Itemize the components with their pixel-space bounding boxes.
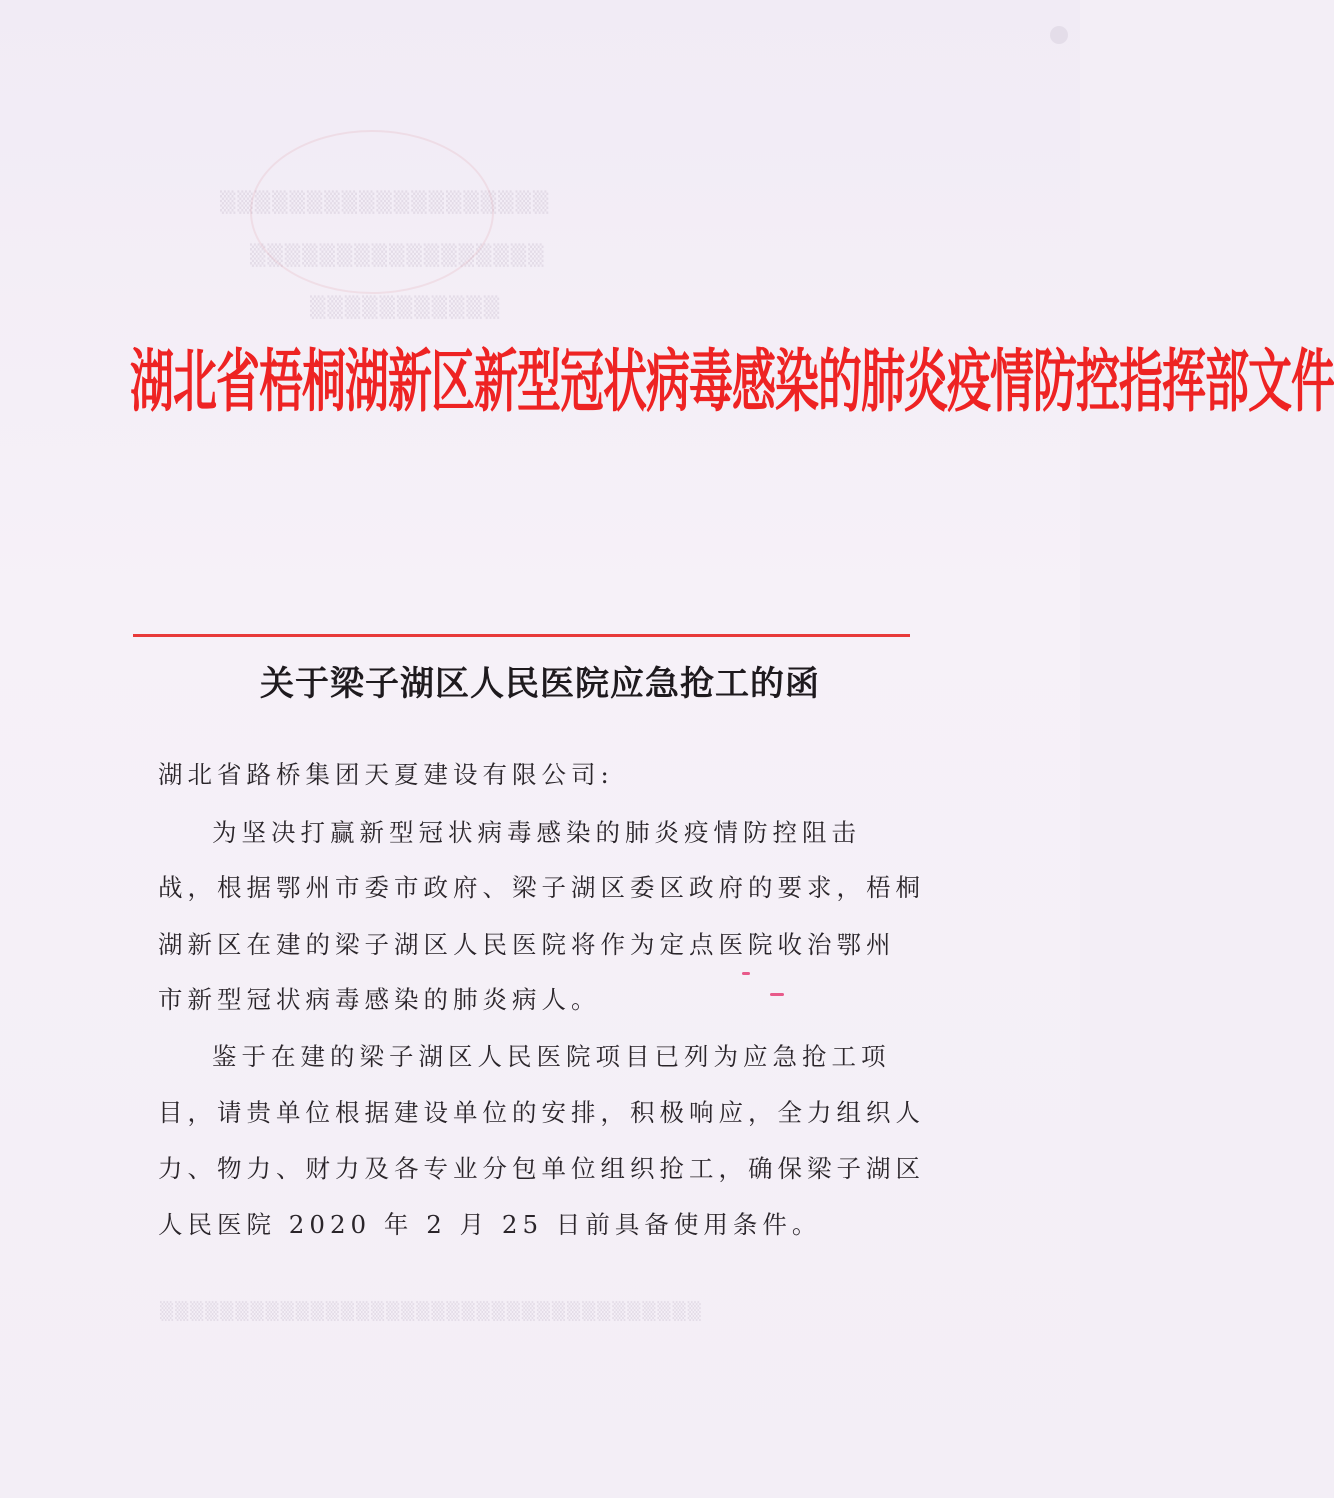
ink-speck: [742, 972, 750, 975]
paragraph-2-line: 鉴于在建的梁子湖区人民医院项目已列为应急抢工项: [212, 1042, 891, 1071]
paragraph-1-line: 湖新区在建的梁子湖区人民医院将作为定点医院收治鄂州: [158, 930, 896, 959]
paragraph-2-line: 力、物力、财力及各专业分包单位组织抢工，确保梁子湖区: [158, 1154, 925, 1183]
issuer-header-title: 湖北省梧桐湖新区新型冠状病毒感染的肺炎疫情防控指挥部文件: [130, 343, 1334, 423]
ink-speck: [770, 993, 784, 996]
paragraph-2-line: 人民医院 2020 年 2 月 25 日前具备使用条件。: [158, 1210, 822, 1239]
paragraph-1-line: 为坚决打赢新型冠状病毒感染的肺炎疫情防控阻击: [212, 818, 861, 847]
paragraph-1-line: 市新型冠状病毒感染的肺炎病人。: [158, 985, 601, 1014]
paragraph-2-line: 目，请贵单位根据建设单位的安排，积极响应，全力组织人: [158, 1098, 925, 1127]
document-title: 关于梁子湖区人民医院应急抢工的函: [260, 664, 820, 704]
bleed-through-text: ▒▒▒▒▒▒▒▒▒▒▒▒▒▒▒▒▒: [250, 243, 546, 267]
bleed-through-text: ▒▒▒▒▒▒▒▒▒▒▒: [310, 295, 502, 319]
red-divider-line: [133, 634, 910, 637]
addressee: 湖北省路桥集团天夏建设有限公司:: [158, 760, 614, 789]
punch-hole: [1050, 26, 1068, 44]
bleed-through-text: ▒▒▒▒▒▒▒▒▒▒▒▒▒▒▒▒▒▒▒: [220, 190, 551, 214]
paragraph-1-line: 战，根据鄂州市委市政府、梁子湖区委区政府的要求，梧桐: [158, 873, 925, 902]
bleed-through-text: ▒▒▒▒▒▒▒▒▒▒▒▒▒▒▒▒▒▒▒▒▒▒▒▒▒▒▒▒▒▒▒▒▒▒▒▒: [160, 1302, 703, 1322]
